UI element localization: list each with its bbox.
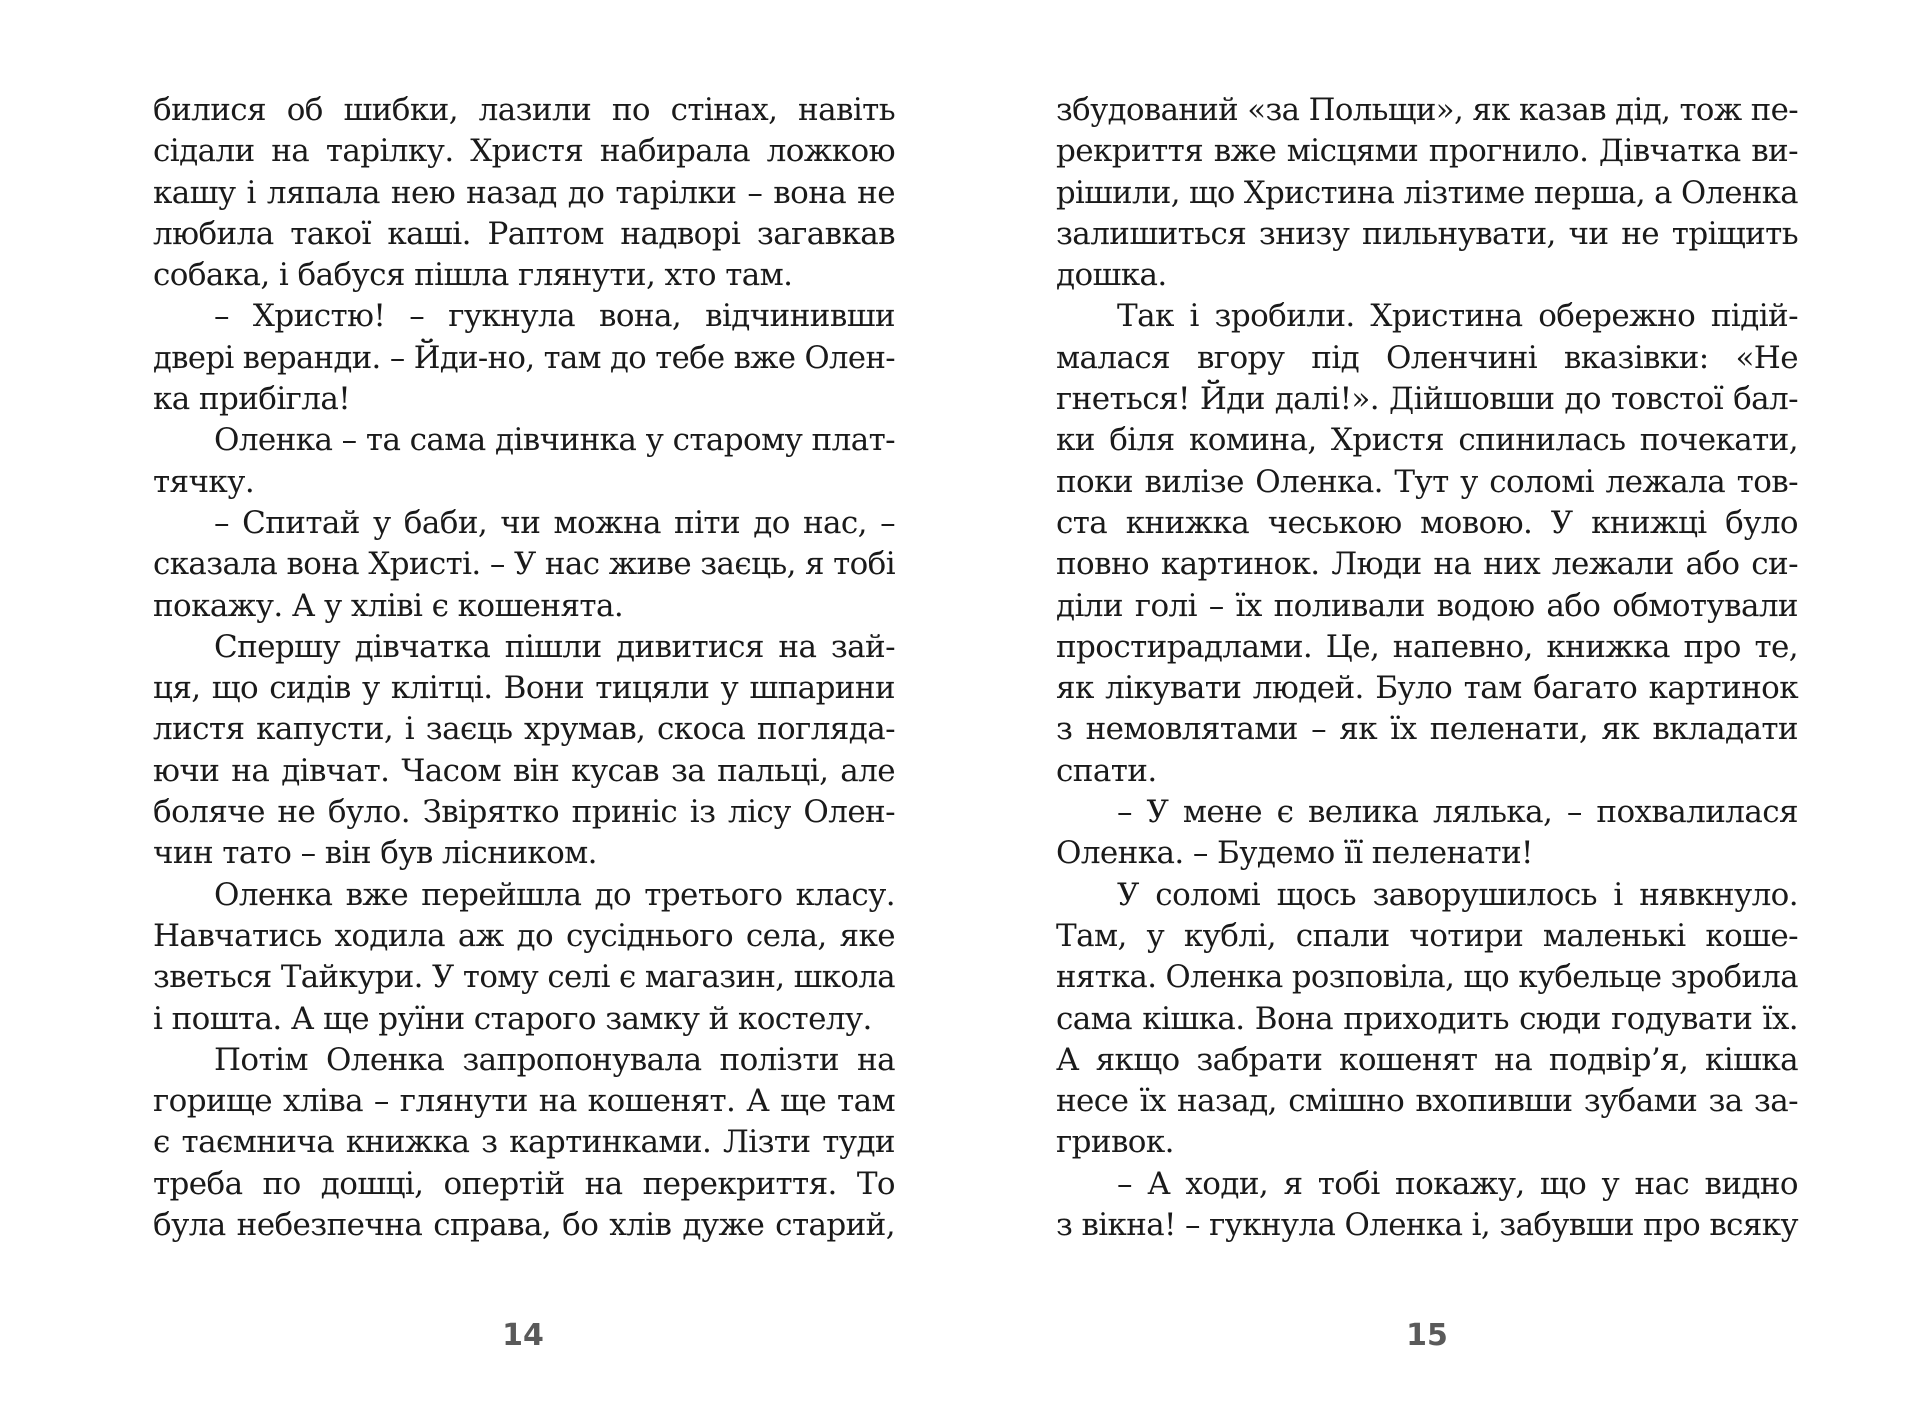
text-line: гнеться! Йди далі!». Дійшовши до товстої бал- bbox=[1056, 381, 1798, 418]
text-line: поки вилізе Оленка. Тут у соломі лежала тов- bbox=[1056, 463, 1798, 500]
text-line: спати. bbox=[1056, 752, 1157, 789]
text-line: Там, у кублі, спали чотири маленькі коше- bbox=[1056, 917, 1798, 954]
text-line: А якщо забрати кошенят на подвір’я, кішка bbox=[1056, 1041, 1798, 1078]
text-line: У соломі щось заворушилось і нявкнуло. bbox=[1117, 876, 1798, 913]
text-line: горище хліва – глянути на кошенят. А ще там bbox=[153, 1083, 895, 1120]
right-page-number: 15 bbox=[1406, 1318, 1448, 1353]
text-line: собака, і бабуся пішла глянути, хто там. bbox=[153, 257, 793, 294]
text-line: залишиться знизу пильнувати, чи не тріщить bbox=[1056, 215, 1798, 252]
text-line: – Христю! – гукнула вона, відчинивши bbox=[214, 298, 895, 335]
text-line: Спершу дівчатка пішли дивитися на зай- bbox=[214, 628, 895, 665]
text-line: билися об шибки, лазили по стінах, навіть bbox=[153, 92, 895, 128]
text-line: повно картинок. Люди на них лежали або си- bbox=[1056, 546, 1798, 583]
text-line: ки біля комина, Христя спинилась почекати, bbox=[1056, 422, 1798, 459]
text-line: Оленка вже перейшла до третього класу. bbox=[214, 876, 895, 913]
right-page-text bbox=[1056, 90, 1798, 1246]
text-line: любила такої каші. Раптом надворі загавкав bbox=[153, 215, 895, 252]
text-line: чин тато – він був лісником. bbox=[153, 835, 597, 872]
text-line: ючи на дівчат. Часом він кусав за пальці, але bbox=[153, 752, 895, 789]
text-line: рекриття вже місцями прогнило. Дівчатка ви- bbox=[1056, 133, 1798, 170]
text-line: простирадлами. Це, напевно, книжка про те, bbox=[1056, 628, 1798, 665]
text-line: ста книжка чеською мовою. У книжці було bbox=[1056, 504, 1798, 541]
text-line: – Спитай у баби, чи можна піти до нас, – bbox=[214, 504, 895, 541]
text-line: малася вгору під Оленчині вказівки: «Не bbox=[1056, 339, 1798, 376]
text-line: сказала вона Христі. – У нас живе заєць, я тобі bbox=[153, 546, 895, 583]
text-line: ця, що сидів у клітці. Вони тицяли у шпарини bbox=[153, 670, 895, 707]
text-line: листя капусти, і заєць хрумав, скоса погляда- bbox=[153, 711, 895, 748]
text-line: кашу і ляпала нею назад до тарілки – вона не bbox=[153, 174, 895, 211]
text-line: є таємнича книжка з картинками. Лізти туди bbox=[153, 1124, 895, 1161]
text-line: була небезпечна справа, бо хлів дуже старий, bbox=[153, 1207, 895, 1244]
text-line: Так і зробили. Христина обережно підій- bbox=[1117, 298, 1798, 335]
text-line: несе їх назад, смішно вхопивши зубами за за- bbox=[1056, 1083, 1798, 1120]
text-line: з вікна! – гукнула Оленка і, забувши про всяку bbox=[1056, 1207, 1798, 1244]
text-line: сідали на тарілку. Христя набирала ложкою bbox=[153, 133, 895, 170]
text-line: діли голі – їх поливали водою або обмотували bbox=[1056, 587, 1798, 624]
text-line: – У мене є велика лялька, – похвалилася bbox=[1117, 794, 1798, 831]
text-line: тячку. bbox=[153, 463, 255, 500]
text-line: двері веранди. – Йди-но, там до тебе вже Олен- bbox=[153, 339, 896, 376]
text-line: зветься Тайкури. У тому селі є магазин, школа bbox=[153, 959, 896, 996]
text-line: збудований «за Польщи», як казав дід, тож пе- bbox=[1056, 92, 1799, 128]
text-line: і пошта. А ще руїни старого замку й костелу. bbox=[153, 1000, 872, 1037]
text-line: дошка. bbox=[1056, 257, 1167, 294]
text-line: гривок. bbox=[1056, 1124, 1174, 1161]
text-line: треба по дошці, опертій на перекриття. То bbox=[153, 1165, 895, 1202]
text-line: рішили, що Христина лізтиме перша, а Оленка bbox=[1056, 174, 1799, 211]
text-line: з немовлятами – як їх пеленати, як вкладати bbox=[1056, 711, 1798, 748]
text-line: як лікувати людей. Було там багато картинок bbox=[1056, 670, 1798, 707]
text-line: боляче не було. Звірятко приніс із лісу Олен- bbox=[153, 794, 895, 831]
text-line: Оленка – та сама дівчинка у старому плат- bbox=[214, 422, 895, 459]
left-page-number: 14 bbox=[502, 1318, 544, 1353]
text-line: ка прибігла! bbox=[153, 381, 351, 418]
text-line: сама кішка. Вона приходить сюди годувати їх. bbox=[1056, 1000, 1798, 1037]
left-page-text bbox=[153, 90, 895, 1246]
text-line: Оленка. – Будемо її пеленати! bbox=[1056, 835, 1533, 872]
text-line: покажу. А у хліві є кошенята. bbox=[153, 587, 624, 624]
text-line: – А ходи, я тобі покажу, що у нас видно bbox=[1117, 1165, 1798, 1202]
text-line: Потім Оленка запропонувала полізти на bbox=[214, 1041, 895, 1078]
text-line: Навчатись ходила аж до сусіднього села, яке bbox=[153, 917, 895, 954]
text-line: нятка. Оленка розповіла, що кубельце зробила bbox=[1056, 959, 1798, 996]
